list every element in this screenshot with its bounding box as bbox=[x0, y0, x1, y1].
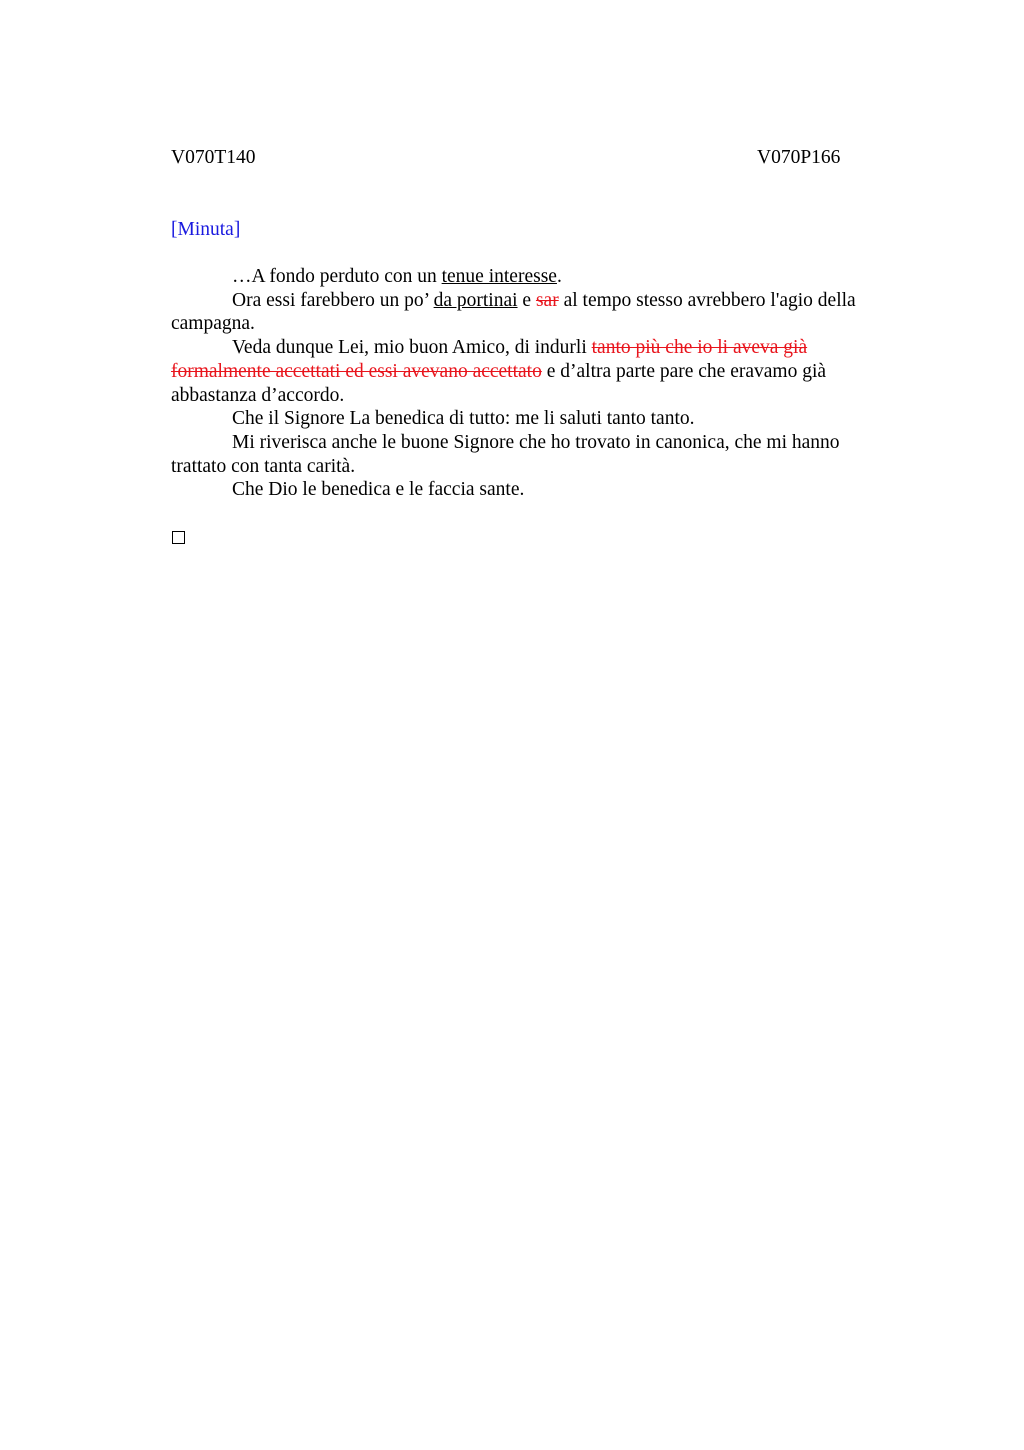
paragraph-3-text: Veda dunque Lei, mio buon Amico, di indurli bbox=[232, 337, 592, 359]
paragraph-3-text-b: e d’altra parte pare che eravamo già abbastanza d’accordo. bbox=[171, 360, 827, 406]
paragraph-4: Che il Signore La benedica di tutto: me li saluti tanto tanto. bbox=[232, 408, 695, 430]
underlined-phrase: tenue interesse bbox=[441, 266, 557, 287]
deleted-text: tanto più che io li aveva già formalmente accettati ed essi avevano accettato bbox=[171, 337, 808, 382]
paragraph-1 bbox=[171, 265, 899, 289]
paragraph-1-end: . bbox=[556, 266, 562, 287]
paragraph-5: Mi riverisca anche le buone Signore che ho trovato in canonica, che mi hanno trattato con tanta carità. bbox=[171, 431, 840, 477]
document-code-left: V070T140 bbox=[171, 147, 256, 168]
paragraph-2-text: Ora essi farebbero un po’ bbox=[232, 289, 434, 311]
letter-body bbox=[171, 265, 899, 502]
paragraph-2 bbox=[171, 289, 899, 336]
paragraph-6: Che Dio le benedica e le faccia sante. bbox=[232, 479, 525, 501]
paragraph-2-text-b: e bbox=[517, 289, 536, 311]
deleted-text: sar bbox=[535, 289, 559, 311]
document-code-right: V070P166 bbox=[757, 147, 841, 168]
section-label: [Minuta] bbox=[171, 219, 241, 240]
paragraph-1-text: …A fondo perduto con un bbox=[232, 266, 442, 287]
paragraph-3 bbox=[171, 336, 899, 407]
underlined-phrase: da portinai bbox=[433, 289, 518, 311]
paragraph-2-text-c: al tempo stesso avrebbero l'agio della campagna. bbox=[171, 289, 856, 335]
end-marker-box-icon bbox=[172, 531, 185, 544]
